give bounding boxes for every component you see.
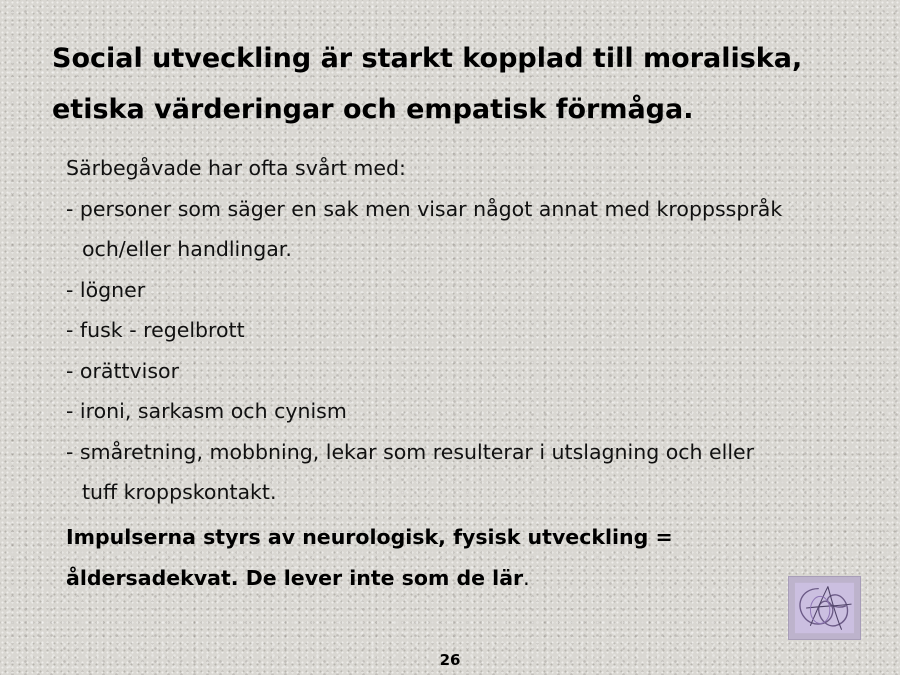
page-number: 26 [439, 651, 461, 669]
bullet-item: - ironi, sarkasm och cynism [66, 399, 347, 423]
bullet-continuation: och/eller handlingar. [82, 237, 292, 261]
bullet-item: - personer som säger en sak men visar något annat med kroppsspråk [66, 196, 783, 221]
bullet-continuation: tuff kroppskontakt. [82, 480, 277, 504]
bullet-item: - lögner [66, 277, 146, 302]
conclusion-period: . [523, 566, 530, 590]
conclusion [66, 517, 826, 599]
intro-text: Särbegåvade har ofta svårt med: [66, 156, 406, 180]
conclusion-line-2-text: åldersadekvat. De lever inte som de lär [66, 566, 524, 590]
slide-title [52, 33, 872, 135]
conclusion-line-2 [66, 558, 826, 599]
logo-drawing [789, 577, 860, 639]
bullet-item: - småretning, mobbning, lekar som resulterar i utslagning och eller [66, 439, 755, 464]
logo-inner-panel [795, 583, 854, 633]
title-line-2: etiska värderingar och empatisk förmåga. [52, 94, 694, 125]
conclusion-line-1: Impulserna styrs av neurologisk, fysisk utveckling = [66, 525, 673, 549]
title-line-1: Social utveckling är starkt kopplad till moraliska, [52, 43, 803, 74]
bullet-item: - orättvisor [66, 358, 180, 383]
bullet-item: - fusk - regelbrott [66, 318, 245, 342]
scribble-signature-logo-icon [788, 576, 861, 640]
slide-body [66, 148, 876, 513]
